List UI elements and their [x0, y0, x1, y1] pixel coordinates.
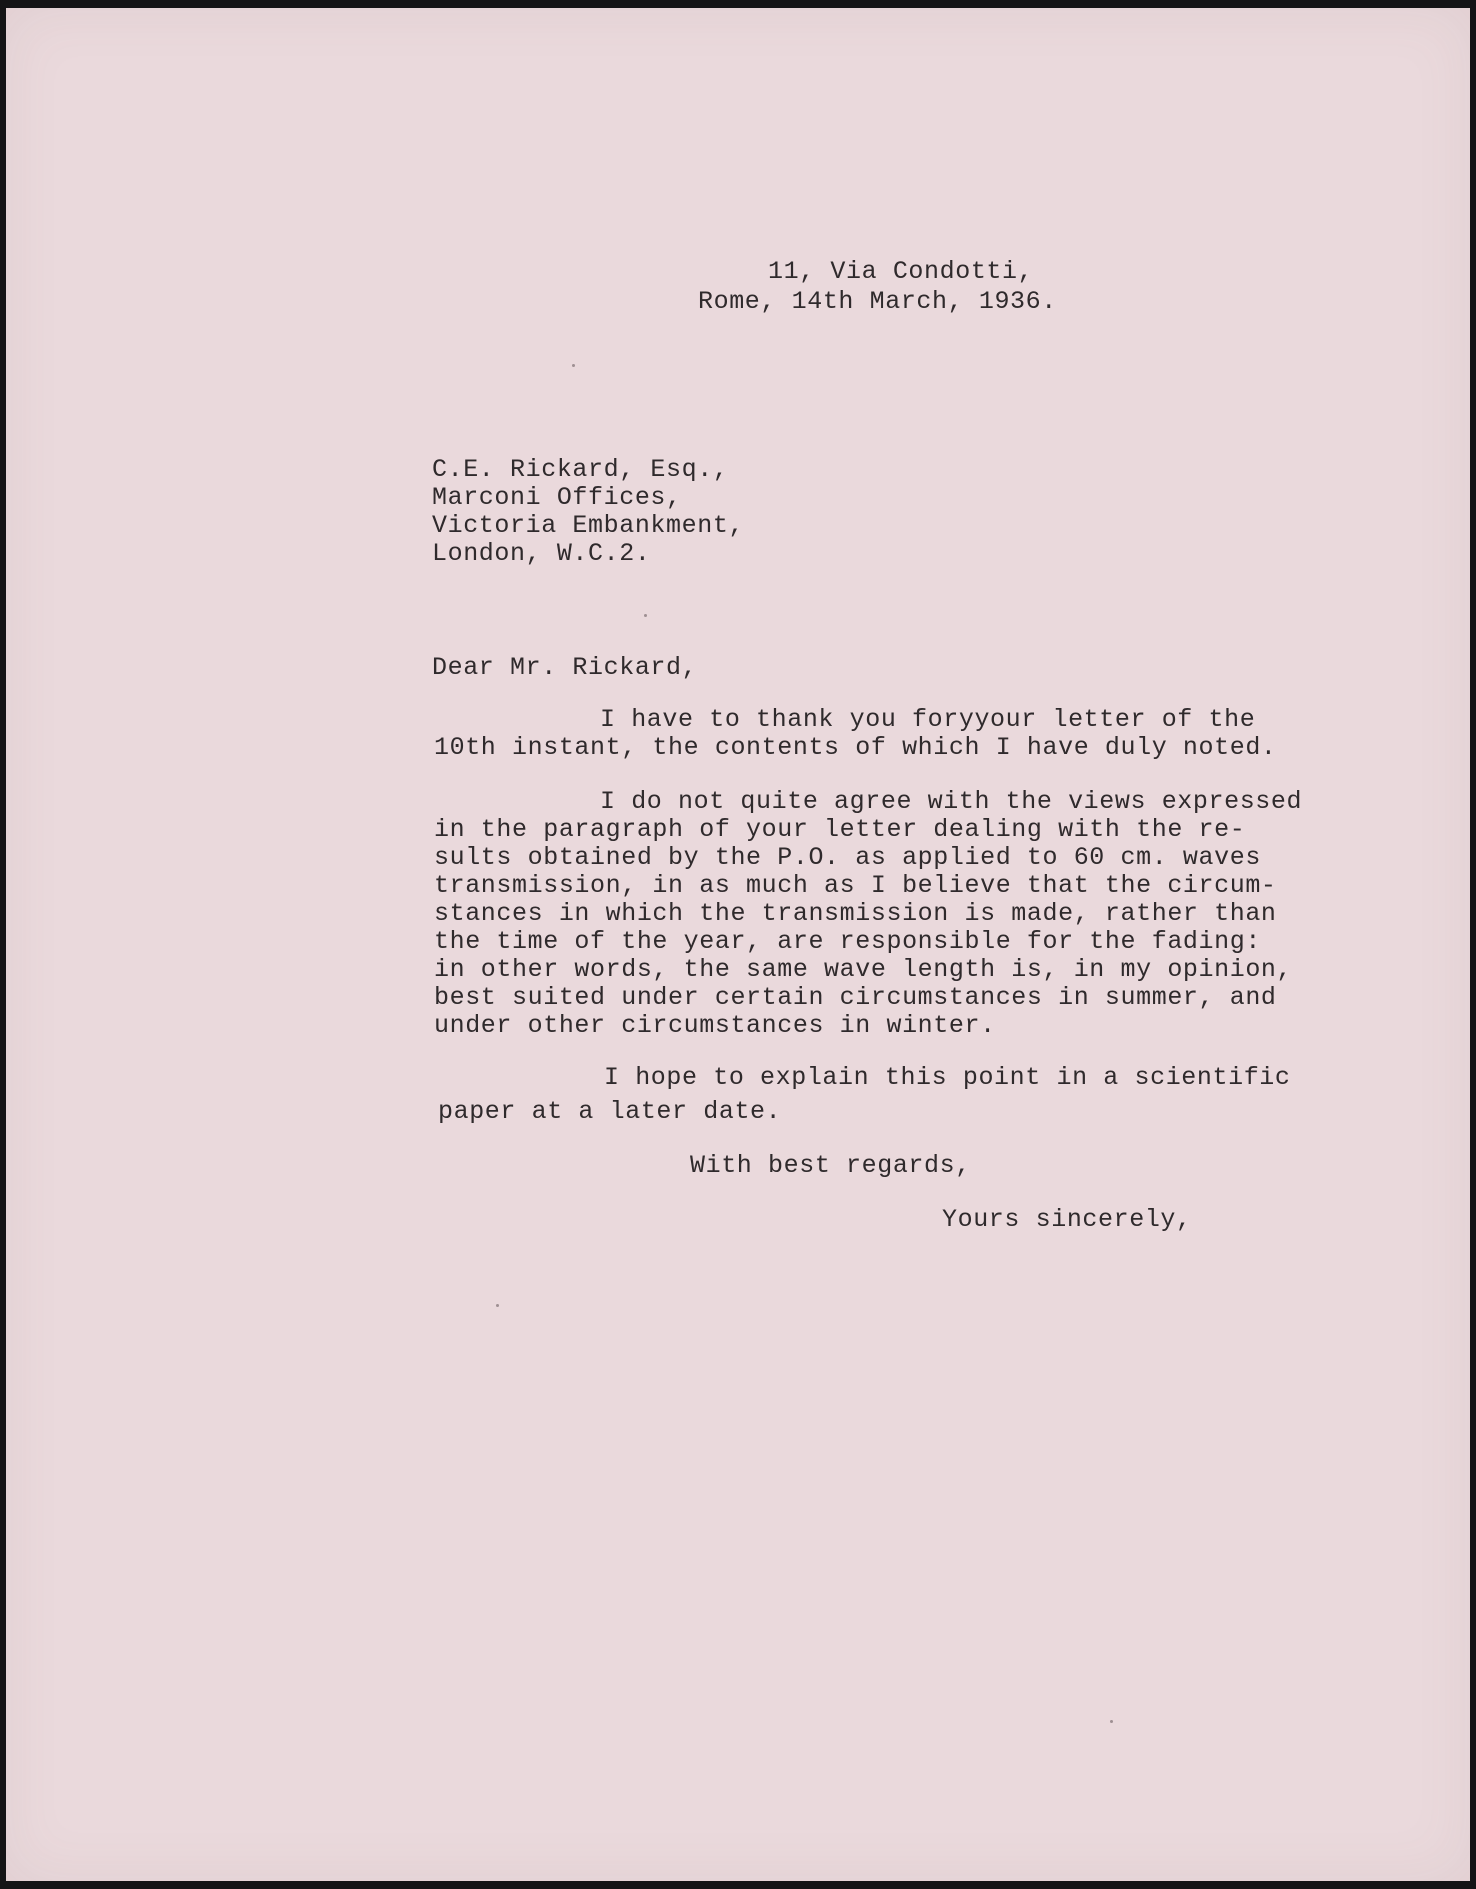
paper-speck	[644, 614, 647, 617]
recipient-office: Marconi Offices,	[432, 483, 682, 512]
closing: With best regards,	[690, 1151, 971, 1180]
recipient-street: Victoria Embankment,	[432, 511, 745, 540]
body-paragraph-2-line-7: in other words, the same wave length is, in my opinion,	[434, 955, 1293, 984]
body-paragraph-2-line-5: stances in which the transmission is made, rather than	[434, 899, 1277, 928]
signoff: Yours sincerely,	[942, 1205, 1192, 1234]
address-street: 11, Via Condotti,	[768, 257, 1034, 286]
body-paragraph-2-line-3: sults obtained by the P.O. as applied to 60 cm. waves	[434, 843, 1261, 872]
body-paragraph-2-line-4: transmission, in as much as I believe that the circum-	[434, 871, 1277, 900]
recipient-name: C.E. Rickard, Esq.,	[432, 455, 729, 484]
body-paragraph-1-line-1: I have to thank you foryyour letter of the	[600, 705, 1256, 734]
body-paragraph-3-line-1: I hope to explain this point in a scientific	[604, 1063, 1291, 1092]
body-paragraph-2-line-9: under other circumstances in winter.	[434, 1011, 996, 1040]
salutation: Dear Mr. Rickard,	[432, 653, 698, 682]
paper-speck	[1110, 1720, 1113, 1723]
body-paragraph-1-line-2: 10th instant, the contents of which I have duly noted.	[434, 733, 1277, 762]
paper-speck	[572, 364, 575, 367]
address-date: Rome, 14th March, 1936.	[698, 287, 1057, 316]
letter-page	[6, 8, 1470, 1881]
body-paragraph-2-line-6: the time of the year, are responsible for the fading:	[434, 927, 1261, 956]
body-paragraph-2-line-8: best suited under certain circumstances in summer, and	[434, 983, 1277, 1012]
body-paragraph-3-line-2: paper at a later date.	[438, 1097, 782, 1126]
paper-speck	[496, 1304, 499, 1307]
body-paragraph-2-line-1: I do not quite agree with the views expressed	[600, 787, 1303, 816]
body-paragraph-2-line-2: in the paragraph of your letter dealing with the re-	[434, 815, 1246, 844]
recipient-city: London, W.C.2.	[432, 539, 651, 568]
